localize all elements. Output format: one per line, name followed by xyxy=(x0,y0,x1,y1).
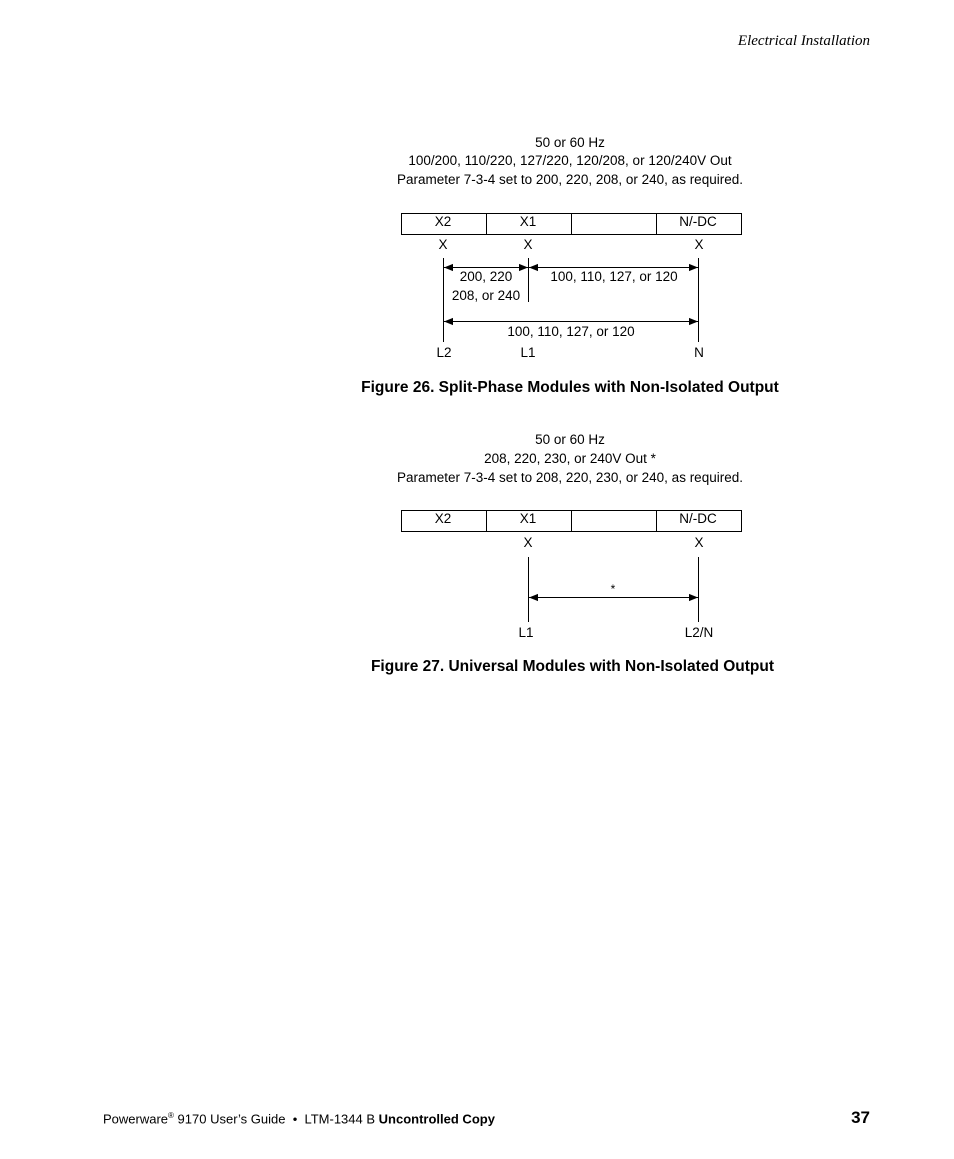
fig26-x-mark: X xyxy=(694,237,704,252)
fig27-voltage-out: 208, 220, 230, or 240V Out * xyxy=(484,451,656,466)
fig27-span-label: * xyxy=(610,582,616,596)
fig26-cell-x1: X1 xyxy=(519,214,537,229)
fig26-cell-x2: X2 xyxy=(434,214,452,229)
fig26-span-full: 100, 110, 127, or 120 xyxy=(507,324,635,339)
fig26-span-right: 100, 110, 127, or 120 xyxy=(550,269,678,284)
footer-uncontrolled: Uncontrolled Copy xyxy=(378,1111,495,1127)
footer-brand: Powerware xyxy=(103,1111,169,1127)
fig26-frequency: 50 or 60 Hz xyxy=(535,135,605,150)
running-header: Electrical Installation xyxy=(737,33,870,49)
fig26-span-left-a: 200, 220 xyxy=(459,269,513,284)
fig26-span-left-b: 208, or 240 xyxy=(451,288,521,303)
fig26-x-mark: X xyxy=(438,237,448,252)
fig26-cell-ndc: N/-DC xyxy=(679,214,717,229)
page-footer xyxy=(103,1111,495,1126)
fig26-leads xyxy=(444,258,699,342)
fig26-caption: Figure 26. Split-Phase Modules with Non-Isolated Output xyxy=(361,379,779,396)
fig26-terminal-block xyxy=(402,214,742,235)
fig26-terminal-l1: L1 xyxy=(520,345,536,360)
fig27-terminal-block xyxy=(402,511,742,532)
fig26-terminal-l2: L2 xyxy=(436,345,452,360)
fig27-caption: Figure 27. Universal Modules with Non-Isolated Output xyxy=(370,658,775,675)
fig27-terminal-l1: L1 xyxy=(518,625,534,640)
fig26-x-mark: X xyxy=(523,237,533,252)
fig27-leads xyxy=(529,557,699,622)
page-number: 37 xyxy=(851,1108,870,1127)
fig27-x-mark: X xyxy=(694,535,704,550)
fig27-cell-x2: X2 xyxy=(434,511,452,526)
fig27-cell-x1: X1 xyxy=(519,511,537,526)
fig27-x-mark: X xyxy=(523,535,533,550)
fig27-cell-ndc: N/-DC xyxy=(679,511,717,526)
fig27-frequency: 50 or 60 Hz xyxy=(535,432,605,447)
fig27-parameter-note: Parameter 7-3-4 set to 208, 220, 230, or 240, as required. xyxy=(397,470,743,485)
footer-doc-info: 9170 User’s Guide • LTM-1344 B xyxy=(173,1111,379,1127)
fig27-terminal-l2n: L2/N xyxy=(684,625,714,640)
fig26-voltage-out: 100/200, 110/220, 127/220, 120/208, or 120/240V Out xyxy=(408,153,732,168)
fig26-terminal-n: N xyxy=(694,345,704,360)
fig26-dimension-arrows xyxy=(444,268,698,322)
fig26-parameter-note: Parameter 7-3-4 set to 200, 220, 208, or 240, as required. xyxy=(397,172,743,187)
registered-mark: ® xyxy=(168,1111,174,1120)
